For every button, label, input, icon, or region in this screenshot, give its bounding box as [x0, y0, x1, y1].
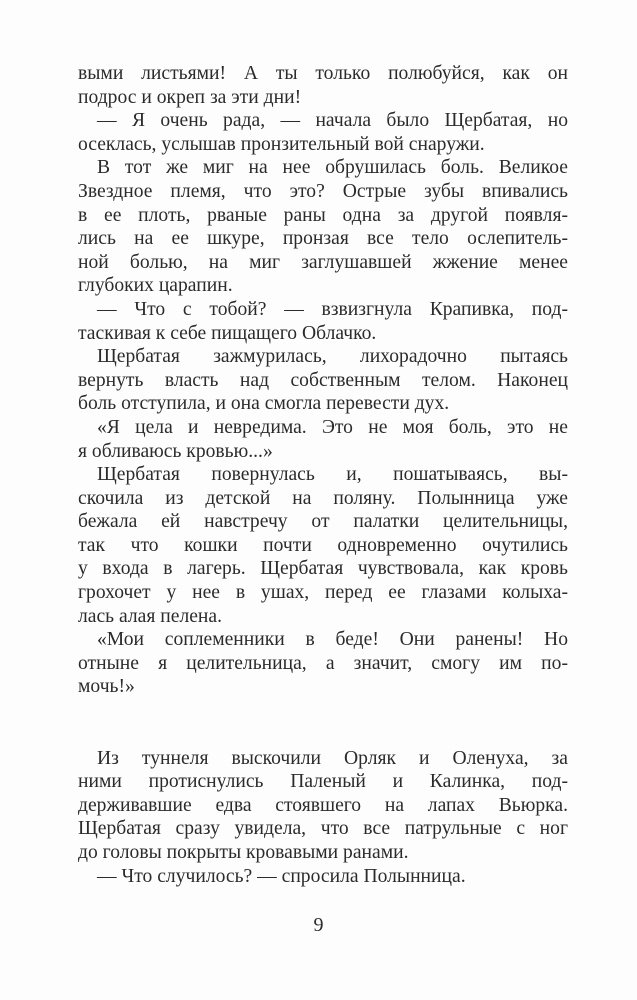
text-line: лись на ее шкуре, пронзая все тело ослепитель-	[78, 228, 568, 250]
paragraph	[78, 463, 568, 628]
text-line: вернуть власть над собственным телом. Наконец	[78, 369, 568, 391]
text-line: держивавшие едва стоявшего на лапах Вьюрка.	[78, 794, 568, 816]
section-break	[78, 699, 568, 747]
text-line: мочь!»	[78, 676, 135, 698]
text-line: «Я цела и невредима. Это не моя боль, это не	[97, 416, 568, 438]
text-line: ной болью, на миг заглушавшей жжение менее	[78, 251, 568, 273]
text-line: так что кошки почти одновременно очутились	[78, 534, 568, 556]
paragraph	[78, 628, 568, 699]
text-line: лась алая пелена.	[78, 605, 222, 627]
paragraph	[78, 865, 568, 889]
paragraph	[78, 416, 568, 463]
text-line: Щербатая сразу увидела, что все патрульные с ног	[78, 818, 568, 840]
text-line: я обливаюсь кровью...»	[78, 440, 273, 462]
text-line: — Что с тобой? — взвизгнула Крапивка, под-	[97, 298, 568, 320]
paragraph	[78, 62, 568, 109]
text-line: Щербатая зажмурилась, лихорадочно пытаясь	[97, 346, 568, 368]
page-number: 9	[313, 914, 324, 936]
text-line: В тот же миг на нее обрушилась боль. Великое	[97, 157, 568, 179]
text-line: грохочет у нее в ушах, перед ее глазами колыха-	[78, 582, 568, 604]
text-line: — Что случилось? — спросила Полынница.	[97, 865, 466, 887]
text-line: «Мои соплеменники в беде! Они ранены! Но	[97, 629, 568, 651]
paragraph	[78, 156, 568, 298]
body-text	[78, 62, 568, 888]
text-line: боль отступила, и она смогла перевести дух.	[78, 393, 450, 415]
text-line: глубоких царапин.	[78, 275, 233, 297]
text-line: Звездное племя, что это? Острые зубы впивались	[78, 180, 568, 202]
text-line: бежала ей навстречу от палатки целительницы,	[78, 511, 568, 533]
text-line: таскивая к себе пищащего Облачко.	[78, 322, 377, 344]
paragraph	[78, 345, 568, 416]
text-line: подрос и окреп за эти дни!	[78, 86, 302, 108]
paragraph	[78, 747, 568, 865]
paragraph	[78, 109, 568, 156]
text-line: — Я очень рада, — начала было Щербатая, но	[97, 110, 568, 132]
text-line: осеклась, услышав пронзительный вой снаружи.	[78, 133, 485, 155]
text-line: выми листьями! А ты только полюбуйся, как он	[78, 63, 568, 84]
text-line: Щербатая повернулась и, пошатываясь, вы-	[97, 464, 568, 486]
text-line: до головы покрыты кровавыми ранами.	[78, 841, 409, 863]
text-line: Из туннеля выскочили Орляк и Оленуха, за	[97, 747, 568, 769]
text-line: скочила из детской на поляну. Полынница уже	[78, 487, 568, 509]
paragraph	[78, 298, 568, 345]
text-line: отныне я целительница, а значит, смогу им по-	[78, 652, 568, 674]
text-line: ними протиснулись Паленый и Калинка, под-	[78, 771, 568, 793]
text-line: в ее плоть, рваные раны одна за другой появля-	[78, 204, 568, 226]
text-line: у входа в лагерь. Щербатая чувствовала, как кровь	[78, 558, 568, 580]
